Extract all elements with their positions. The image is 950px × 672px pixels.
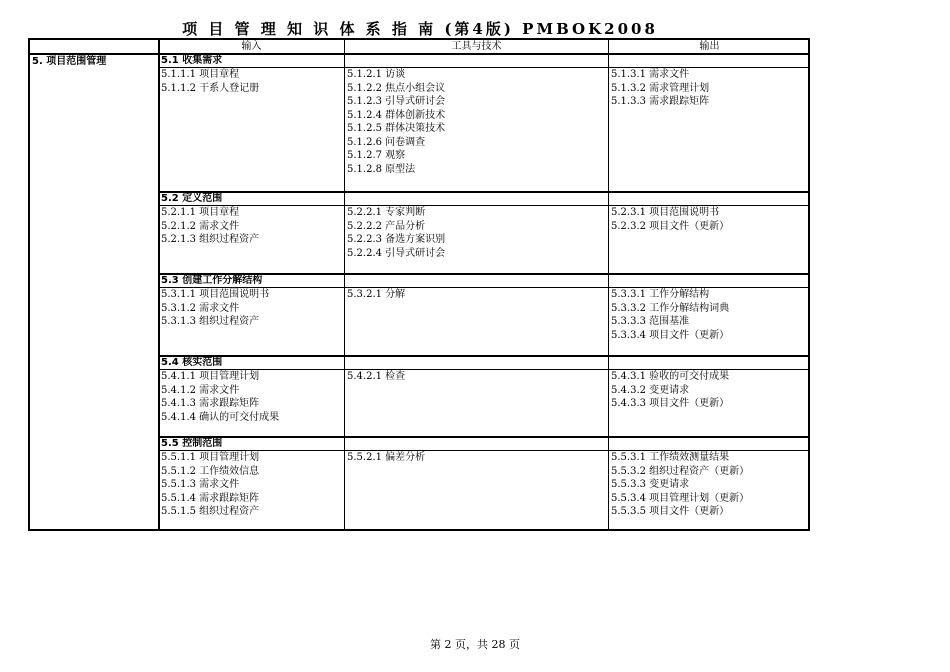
section-tools [347, 370, 405, 384]
list-item: 5.5.1.2 工作绩效信息 [161, 465, 260, 477]
list-item: 5.1.2.4 群体创新技术 [347, 109, 446, 121]
section-outputs [611, 206, 729, 233]
list-item: 5.5.3.1 工作绩效测量结果 [611, 452, 730, 463]
list-item: 5.4.1.4 确认的可交付成果 [161, 411, 280, 423]
list-item: 5.2.3.1 项目范围说明书 [611, 207, 720, 218]
header-tools: 工具与技术 [451, 41, 502, 52]
list-item: 5.5.1.5 组织过程资产 [161, 506, 260, 517]
list-item: 5.2.1.2 需求文件 [161, 220, 240, 232]
section-title: 5.4 核实范围 [161, 357, 223, 368]
section-tools [347, 288, 405, 302]
list-item: 5.1.2.2 焦点小组会议 [347, 82, 446, 94]
header-inputs: 输入 [241, 41, 262, 52]
section-divider [158, 191, 808, 193]
list-item: 5.1.3.2 需求管理计划 [611, 82, 710, 94]
list-item: 5.1.2.1 访谈 [347, 69, 406, 80]
list-item: 5.5.3.2 组织过程资产（更新） [611, 465, 750, 477]
section-inputs [161, 68, 259, 95]
page-footer: 第 2 页，共 28 页 [430, 638, 520, 651]
column-divider [344, 40, 345, 529]
section-divider [158, 355, 808, 357]
list-item: 5.5.3.5 项目文件（更新） [611, 506, 730, 517]
list-item: 5.5.1.3 需求文件 [161, 479, 240, 490]
list-item: 5.1.2.3 引导式研讨会 [347, 96, 446, 107]
header-divider [30, 53, 808, 55]
list-item: 5.1.1.1 项目章程 [161, 69, 240, 80]
list-item: 5.2.2.4 引导式研讨会 [347, 247, 446, 259]
list-item: 5.3.2.1 分解 [347, 289, 406, 300]
section-tools [347, 206, 445, 260]
list-item: 5.3.3.2 工作分解结构词典 [611, 302, 730, 314]
header-outputs: 输出 [699, 41, 720, 52]
list-item: 5.1.2.6 问卷调查 [347, 136, 426, 148]
list-item: 5.4.3.1 验收的可交付成果 [611, 371, 730, 382]
section-inputs [161, 206, 259, 247]
section-tools [347, 68, 445, 176]
list-item: 5.2.2.2 产品分析 [347, 220, 426, 232]
list-item: 5.1.3.3 需求跟踪矩阵 [611, 96, 710, 107]
list-item: 5.1.2.5 群体决策技术 [347, 123, 446, 134]
list-item: 5.5.3.3 变更请求 [611, 479, 690, 490]
list-item: 5.3.1.1 项目范围说明书 [161, 289, 270, 300]
list-item: 5.4.1.2 需求文件 [161, 384, 240, 396]
list-item: 5.5.1.4 需求跟踪矩阵 [161, 492, 260, 504]
list-item: 5.5.3.4 项目管理计划（更新） [611, 492, 750, 504]
list-item: 5.2.1.3 组织过程资产 [161, 234, 260, 245]
page-title: 项 目 管 理 知 识 体 系 指 南 (第4版) PMBOK2008 [182, 20, 658, 38]
knowledge-area-label: 5. 项目范围管理 [32, 56, 107, 67]
list-item: 5.2.3.2 项目文件（更新） [611, 220, 730, 232]
section-inputs [161, 288, 269, 329]
list-item: 5.1.2.7 观察 [347, 150, 406, 161]
section-title: 5.5 控制范围 [161, 438, 223, 449]
section-title: 5.1 收集需求 [161, 55, 223, 66]
list-item: 5.1.3.1 需求文件 [611, 69, 690, 80]
section-outputs [611, 370, 729, 411]
list-item: 5.5.2.1 偏差分析 [347, 452, 426, 463]
section-inputs [161, 370, 279, 424]
list-item: 5.4.1.1 项目管理计划 [161, 371, 260, 382]
column-divider [158, 40, 160, 529]
list-item: 5.4.3.3 项目文件（更新） [611, 398, 730, 409]
section-outputs [611, 451, 749, 519]
section-title: 5.2 定义范围 [161, 193, 223, 204]
section-title: 5.3 创建工作分解结构 [161, 275, 263, 286]
itto-table [28, 38, 810, 531]
section-outputs [611, 288, 729, 342]
column-divider [608, 40, 609, 529]
section-tools [347, 451, 425, 465]
list-item: 5.1.2.8 原型法 [347, 163, 416, 175]
list-item: 5.3.3.4 项目文件（更新） [611, 329, 730, 341]
list-item: 5.2.1.1 项目章程 [161, 207, 240, 218]
list-item: 5.1.1.2 干系人登记册 [161, 82, 260, 94]
list-item: 5.3.1.3 组织过程资产 [161, 316, 260, 327]
list-item: 5.3.1.2 需求文件 [161, 302, 240, 314]
list-item: 5.2.2.3 备选方案识别 [347, 234, 446, 245]
list-item: 5.4.1.3 需求跟踪矩阵 [161, 398, 260, 409]
section-inputs [161, 451, 259, 519]
list-item: 5.4.2.1 检查 [347, 371, 406, 382]
list-item: 5.2.2.1 专家判断 [347, 207, 426, 218]
list-item: 5.3.3.3 范围基准 [611, 316, 690, 327]
section-divider [158, 436, 808, 438]
list-item: 5.4.3.2 变更请求 [611, 384, 690, 396]
list-item: 5.3.3.1 工作分解结构 [611, 289, 710, 300]
list-item: 5.5.1.1 项目管理计划 [161, 452, 260, 463]
section-outputs [611, 68, 709, 109]
